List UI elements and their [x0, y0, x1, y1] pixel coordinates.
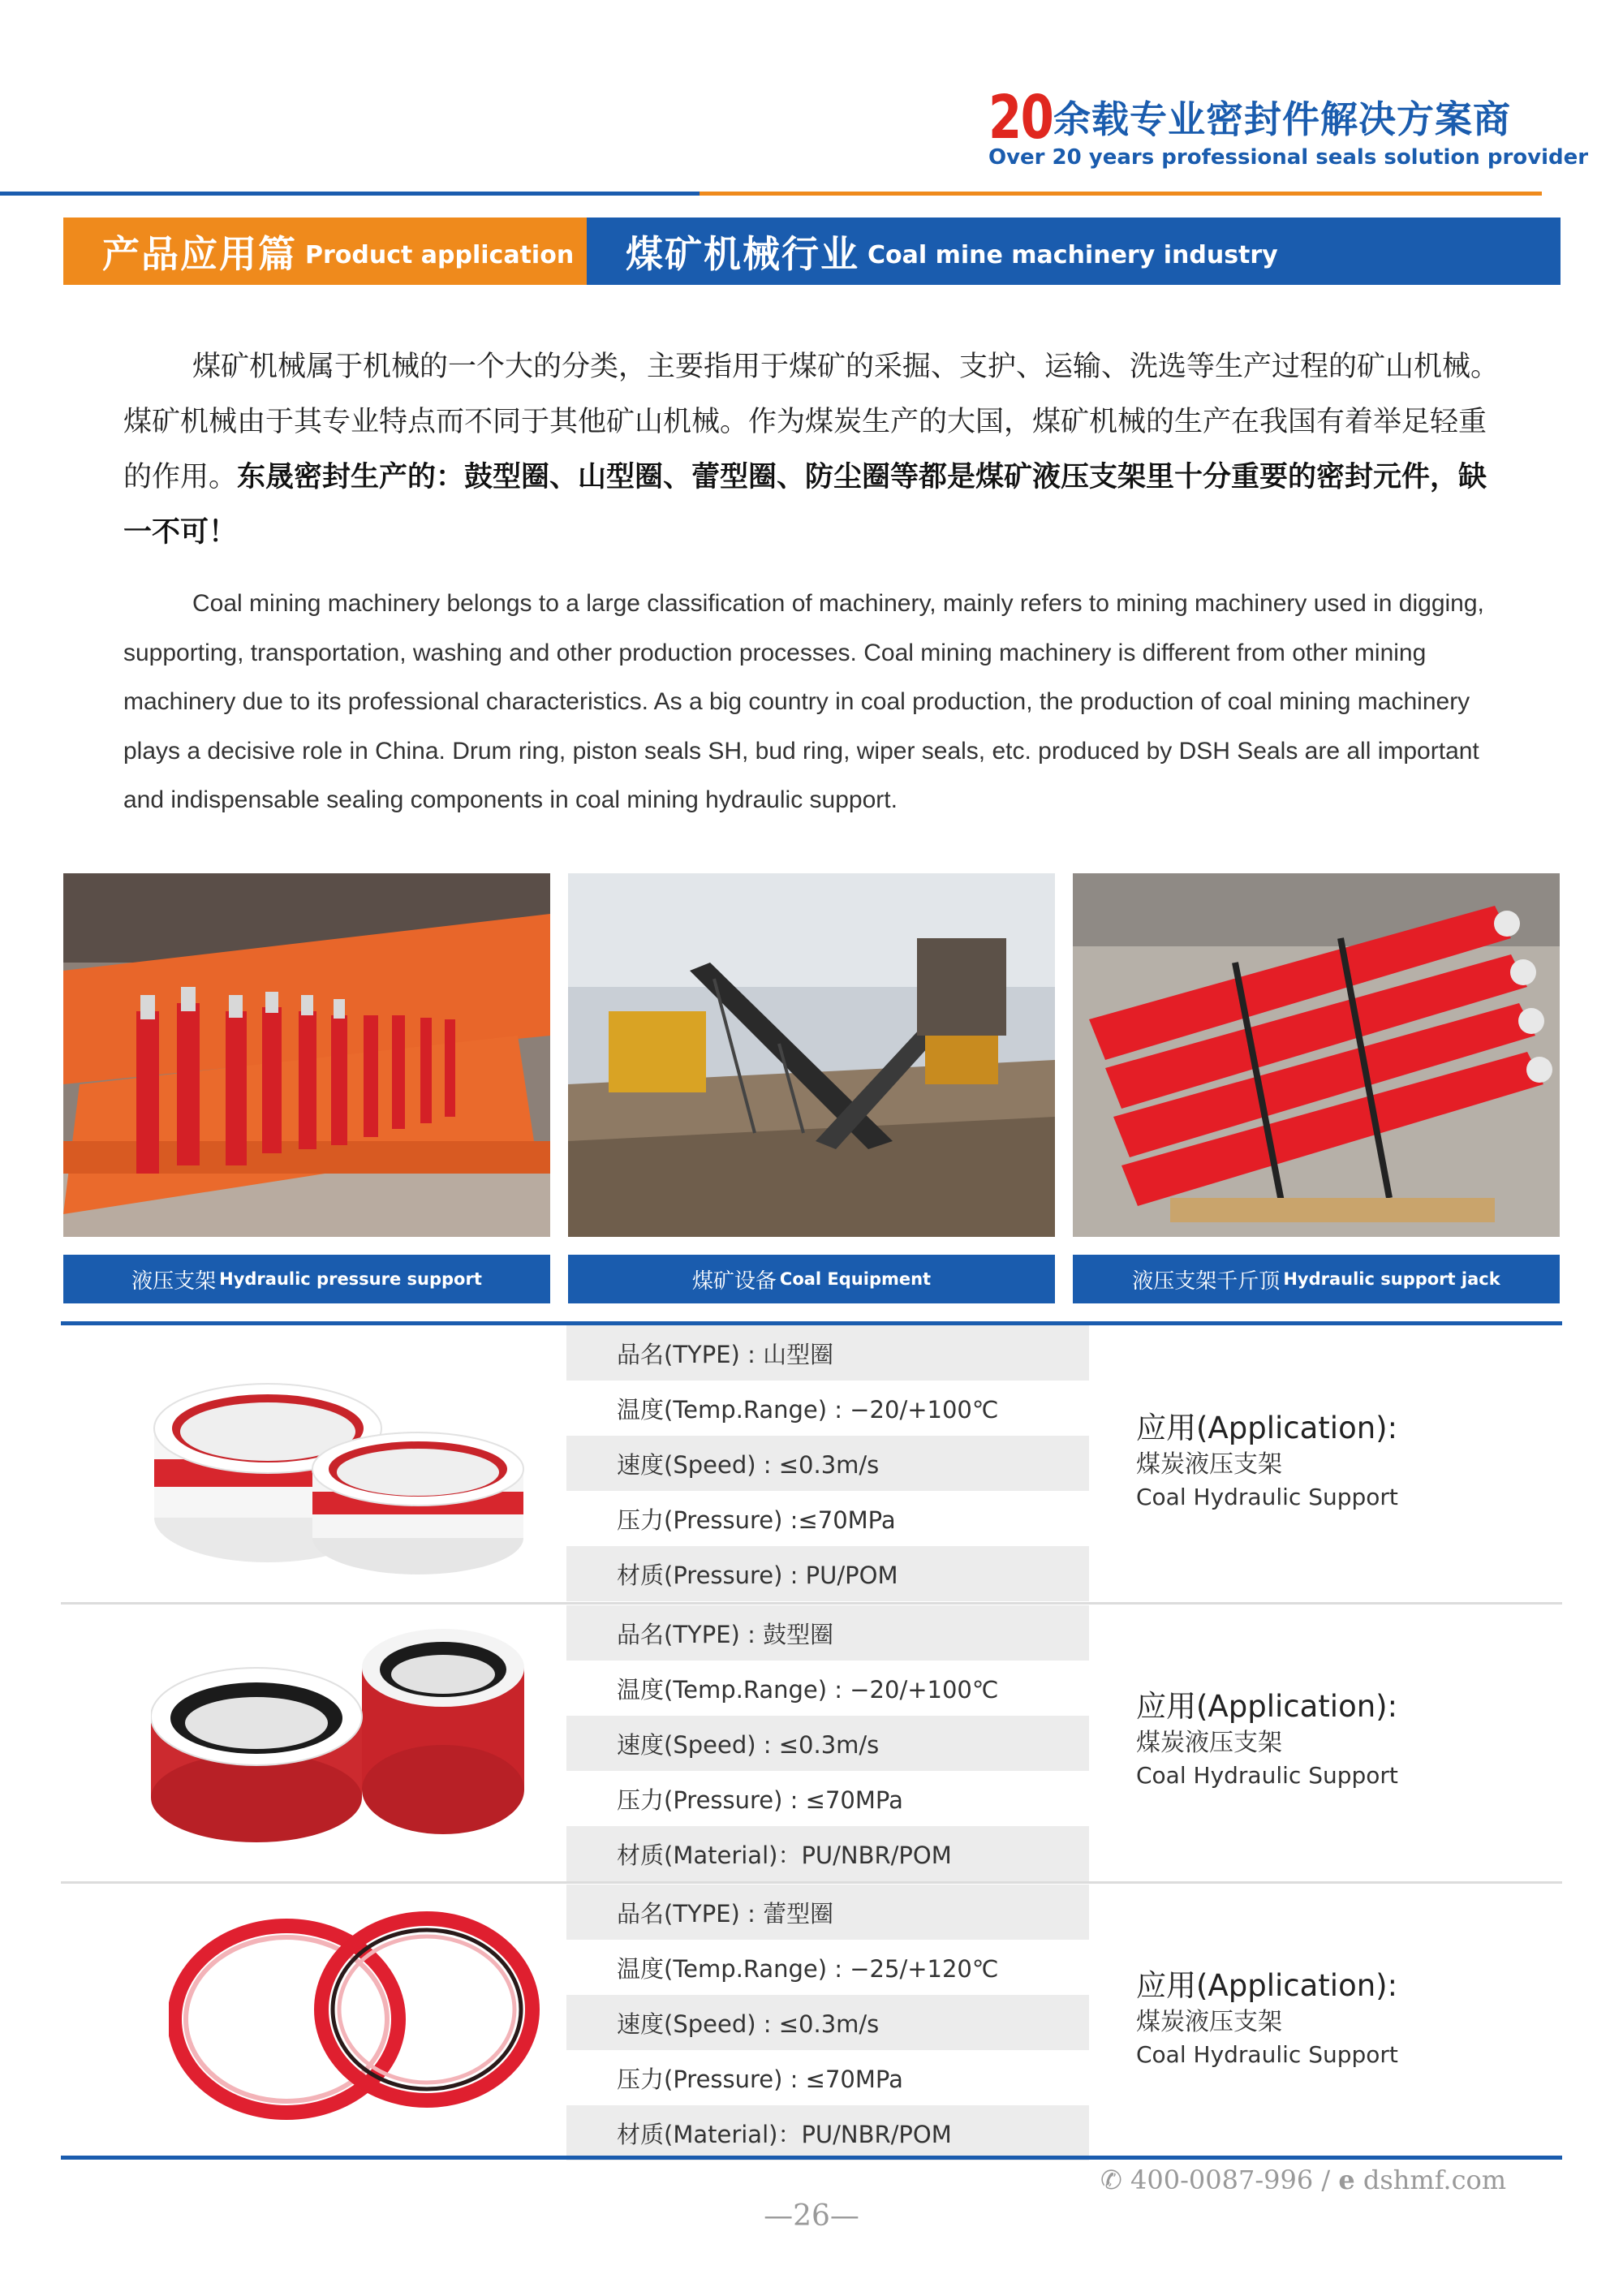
application-en: Coal Hydraulic Support — [1136, 1484, 1398, 1510]
spec-type: 品名(TYPE) : 山型圈 — [566, 1325, 1089, 1381]
brand-number: 20 — [988, 83, 1053, 153]
spec-speed: 速度(Speed) : ≤0.3m/s — [566, 1716, 1089, 1771]
section-banner-industry — [587, 218, 1561, 285]
coal-equipment-photo — [568, 873, 1055, 1237]
caption-en: Hydraulic support jack — [1283, 1269, 1500, 1289]
spec-temp: 温度(Temp.Range) : −20/+100℃ — [566, 1381, 1089, 1436]
intro-cn-text: 煤矿机械属于机械的一个大的分类，主要指用于煤矿的采掘、支护、运输、洗选等生产过程的矿山机械。煤矿机械由于其专业特点而不同于其他矿山机械。作为煤炭生产的大国，煤矿机械的生产在我国有着举足轻重的作用。 — [123, 351, 1500, 493]
header-rule-orange — [700, 192, 1542, 196]
drum-seal-image — [151, 1627, 540, 1850]
intro-en-text: Coal mining machinery belongs to a large classification of machinery, mainly refers to mining machinery used in digging, supporting, transportation, washing and other production processes. Coal mining machinery is different from other mining machinery due to its professional characteristics. As a big country in coal production, the production of coal mining machinery plays a decisive role in China. Drum ring, piston seals SH, bud ring, wiper seals, etc. produced by DSH Seals are all important and indispensable sealing components in coal mining hydraulic support. — [123, 590, 1484, 813]
hydraulic-jack-photo — [1073, 873, 1560, 1237]
caption-en: Coal Equipment — [779, 1269, 932, 1289]
intro-cn-highlight: 东晟密封生产的：鼓型圈、山型圈、蕾型圈、防尘圈等都是煤矿液压支架里十分重要的密封元件，缺一不可！ — [123, 461, 1487, 549]
phone-icon: ✆ — [1100, 2165, 1122, 2195]
photo-caption-hydraulic-jack — [1073, 1255, 1560, 1303]
brand-slogan-cn: 余载专业密封件解决方案商 — [1053, 97, 1511, 141]
banner-right-cn: 煤矿机械行业 — [626, 231, 859, 276]
spec-temp: 温度(Temp.Range) : −25/+120℃ — [566, 1940, 1089, 1995]
spec-pressure: 压力(Pressure) : ≤70MPa — [566, 1771, 1089, 1826]
caption-cn: 煤矿设备 — [691, 1269, 777, 1294]
footer-contact — [1100, 2165, 1506, 2195]
caption-en: Hydraulic pressure support — [219, 1269, 482, 1289]
section-banner-product-application — [63, 218, 587, 285]
application-bud-seal — [1136, 1966, 1526, 2071]
bud-seal-image — [169, 1906, 542, 2128]
spec-speed: 速度(Speed) : ≤0.3m/s — [566, 1436, 1089, 1491]
footer-website[interactable]: dshmf.com — [1363, 2165, 1507, 2195]
spec-pressure: 压力(Pressure) :≤70MPa — [566, 1491, 1089, 1546]
header-rule-blue — [0, 192, 700, 196]
spec-temp: 温度(Temp.Range) : −20/+100℃ — [566, 1661, 1089, 1716]
spec-material: 材质(Pressure) : PU/POM — [566, 1546, 1089, 1601]
web-icon: e — [1338, 2165, 1355, 2195]
spec-type: 品名(TYPE) : 蕾型圈 — [566, 1885, 1089, 1940]
application-title: 应用(Application): — [1136, 1968, 1398, 2003]
row-divider — [61, 1602, 1562, 1605]
spec-list-bud-seal — [566, 1885, 1089, 2160]
application-en: Coal Hydraulic Support — [1136, 2041, 1398, 2068]
application-drum-seal — [1136, 1686, 1526, 1792]
intro-paragraph-cn — [123, 339, 1501, 560]
banner-left-en: Product application — [305, 241, 575, 269]
spec-material: 材质(Material)：PU/NBR/POM — [566, 1826, 1089, 1881]
application-title: 应用(Application): — [1136, 1689, 1398, 1724]
spec-pressure: 压力(Pressure) : ≤70MPa — [566, 2050, 1089, 2105]
table-bottom-rule — [61, 2156, 1562, 2160]
banner-right-en: Coal mine machinery industry — [867, 241, 1278, 269]
application-mountain-seal — [1136, 1408, 1526, 1514]
application-cn: 煤炭液压支架 — [1136, 1729, 1282, 1757]
hydraulic-support-photo — [63, 873, 550, 1237]
spec-material: 材质(Material)：PU/NBR/POM — [566, 2105, 1089, 2160]
spec-speed: 速度(Speed) : ≤0.3m/s — [566, 1995, 1089, 2050]
caption-cn: 液压支架千斤顶 — [1132, 1269, 1281, 1294]
intro-paragraph-en — [123, 579, 1501, 825]
mountain-seal-image — [146, 1363, 527, 1586]
banner-left-cn: 产品应用篇 — [102, 231, 297, 276]
spec-type: 品名(TYPE) : 鼓型圈 — [566, 1605, 1089, 1661]
photo-caption-coal-equipment — [568, 1255, 1055, 1303]
footer-phone: 400-0087-996 — [1130, 2165, 1314, 2195]
brand-slogan-en: Over 20 years professional seals solution provider — [988, 145, 1589, 170]
photo-caption-hydraulic-support — [63, 1255, 550, 1303]
caption-cn: 液压支架 — [131, 1269, 217, 1294]
application-cn: 煤炭液压支架 — [1136, 1450, 1282, 1479]
application-cn: 煤炭液压支架 — [1136, 2008, 1282, 2036]
application-en: Coal Hydraulic Support — [1136, 1762, 1398, 1789]
page-number: —26— — [764, 2199, 859, 2233]
application-title: 应用(Application): — [1136, 1411, 1398, 1445]
row-divider — [61, 1881, 1562, 1884]
spec-list-mountain-seal — [566, 1325, 1089, 1601]
footer-separator: / — [1321, 2165, 1331, 2195]
spec-list-drum-seal — [566, 1605, 1089, 1881]
